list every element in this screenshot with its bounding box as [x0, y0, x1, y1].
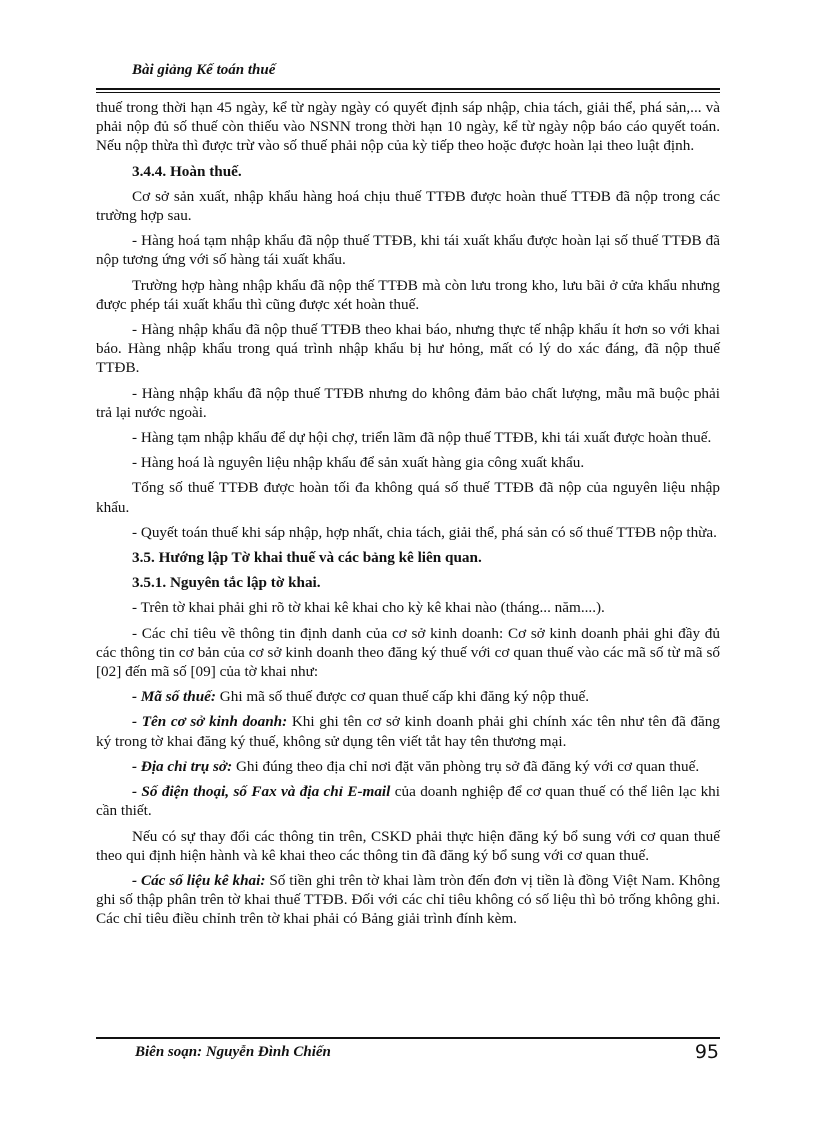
header-title: Bài giảng Kế toán thuế — [132, 62, 276, 78]
label-business-name: - Tên cơ sở kinh doanh: — [132, 713, 288, 731]
page-body — [96, 98, 720, 935]
section-heading-3-5: 3.5. Hướng lập Tờ khai thuế và các bảng kê liên quan. — [132, 549, 482, 567]
paragraph: - Hàng nhập khẩu đã nộp thuế TTĐB theo khai báo, nhưng thực tế nhập khẩu ít hơn so với khai báo. Hàng nhập khẩu trong quá trình nhập khẩu bị hư hỏng, mất có lý do xác đáng, đã nộp thuế TTĐB. — [96, 321, 720, 377]
paragraph-business-name — [96, 712, 720, 750]
paragraph-figures — [96, 871, 720, 929]
footer-author: Biên soạn: Nguyễn Đình Chiến — [135, 1044, 331, 1060]
label-figures: - Các số liệu kê khai: — [132, 871, 266, 889]
paragraph: Nếu có sự thay đổi các thông tin trên, CSKD phải thực hiện đăng ký bổ sung với cơ quan thuế theo qui định hiện hành và kê khai theo các thông tin đã đăng ký bổ sung với cơ quan thuế. — [96, 827, 720, 864]
paragraph-address — [96, 757, 720, 776]
text-contact: của doanh nghiệp để cơ quan thuế có thể liên lạc khi cần thiết. — [96, 783, 720, 820]
paragraph: - Hàng hoá tạm nhập khẩu đã nộp thuế TTĐB, khi tái xuất khẩu được hoàn lại số thuế TTĐB đã nộp tương ứng với số hàng tái xuất khẩu. — [96, 232, 720, 269]
text-business-name: Khi ghi tên cơ sở kinh doanh phải ghi chính xác tên như tên đã đăng ký trong tờ khai đăng ký thuế, không sử dụng tên viết tắt hay tên thương mại. — [96, 713, 720, 750]
paragraph: - Hàng tạm nhập khẩu để dự hội chợ, triển lãm đã nộp thuế TTĐB, khi tái xuất được hoàn thuế. — [132, 429, 712, 447]
paragraph: - Quyết toán thuế khi sáp nhập, hợp nhất, chia tách, giải thể, phá sản có số thuế TTĐB nộp thừa. — [132, 523, 717, 541]
paragraph: Tổng số thuế TTĐB được hoàn tối đa không quá số thuế TTĐB đã nộp của nguyên liệu nhập khẩu. — [96, 479, 720, 516]
header-divider — [96, 88, 720, 93]
text-address: Ghi đúng theo địa chỉ nơi đặt văn phòng trụ sở đã đăng ký với cơ quan thuế. — [232, 757, 700, 775]
text-figures: Số tiền ghi trên tờ khai làm tròn đến đơn vị tiền là đồng Việt Nam. Không ghi số thập phân trên tờ khai thuế TTĐB. Đối với các chỉ tiêu không có số liệu thì bỏ trống không ghi. Các chỉ tiêu điều chỉnh trên tờ khai phải có Bảng giải trình đính kèm. — [96, 871, 720, 928]
paragraph: thuế trong thời hạn 45 ngày, kể từ ngày ngày có quyết định sáp nhập, chia tách, giải thể, phá sản,... và phải nộp đủ số thuế còn thiếu vào NSNN trong thời hạn 10 ngày, kể từ ngày nộp báo cáo quyết toán. Nếu nộp thừa thì được trừ vào số thuế phải nộp của kỳ tiếp theo hoặc được hoàn lại theo luật định. — [96, 99, 720, 155]
paragraph: - Các chỉ tiêu về thông tin định danh của cơ sở kinh doanh: Cơ sở kinh doanh phải ghi đầy đủ các thông tin cơ bản của cơ sở kinh doanh theo đăng ký thuế với cơ quan thuế vào các mã số từ mã số [02] đến mã số [09] của tờ khai như: — [96, 624, 720, 681]
text-tax-code: Ghi mã số thuế được cơ quan thuế cấp khi đăng ký nộp thuế. — [215, 688, 590, 706]
page-number: 95 — [694, 1041, 719, 1063]
label-address: - Địa chỉ trụ sở: — [132, 757, 233, 775]
paragraph: Cơ sở sản xuất, nhập khẩu hàng hoá chịu thuế TTĐB được hoàn thuế TTĐB đã nộp trong các trường hợp sau. — [96, 187, 720, 225]
paragraph: - Hàng nhập khẩu đã nộp thuế TTĐB nhưng do không đảm bảo chất lượng, mẫu mã buộc phải trả lại nước ngoài. — [96, 384, 720, 421]
label-contact: - Số điện thoại, số Fax và địa chỉ E-mail — [132, 783, 391, 801]
section-heading-3-5-1: 3.5.1. Nguyên tắc lập tờ khai. — [132, 574, 321, 592]
paragraph-tax-code — [96, 687, 720, 706]
paragraph: - Hàng hoá là nguyên liệu nhập khẩu để sản xuất hàng gia công xuất khẩu. — [132, 454, 585, 472]
paragraph: - Trên tờ khai phải ghi rõ tờ khai kê khai cho kỳ kê khai nào (tháng... năm....). — [132, 599, 605, 617]
paragraph-contact — [96, 782, 720, 820]
paragraph: Trường hợp hàng nhập khẩu đã nộp thế TTĐB mà còn lưu trong kho, lưu bãi ở cửa khẩu nhưng được phép tái xuất khẩu thì cũng được xét hoàn thuế. — [96, 276, 720, 313]
footer-divider — [96, 1037, 720, 1039]
label-tax-code: - Mã số thuế: — [132, 688, 216, 706]
section-heading-3-4-4: 3.4.4. Hoàn thuế. — [132, 162, 242, 180]
